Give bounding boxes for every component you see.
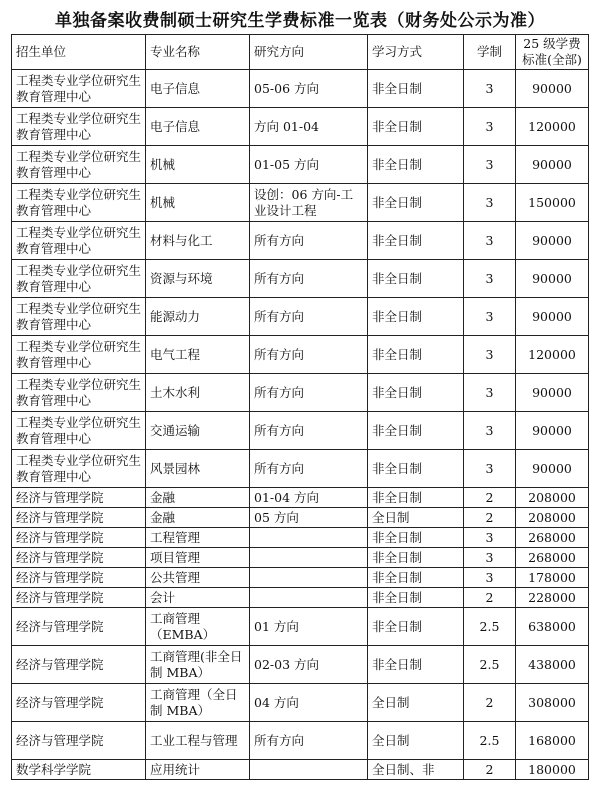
- cell-mode: 非全日制: [368, 588, 464, 608]
- header-major: 专业名称: [146, 35, 250, 70]
- cell-fee: 90000: [516, 412, 589, 450]
- cell-years: 3: [464, 548, 516, 568]
- cell-mode: 非全日制: [368, 260, 464, 298]
- cell-unit: 工程类专业学位研究生教育管理中心: [12, 146, 146, 184]
- cell-unit: 经济与管理学院: [12, 568, 146, 588]
- cell-years: 3: [464, 374, 516, 412]
- cell-mode: 非全日制: [368, 146, 464, 184]
- cell-years: 3: [464, 336, 516, 374]
- cell-direction: [250, 528, 368, 548]
- cell-mode: 非全日制: [368, 298, 464, 336]
- cell-major: 工商管理(非全日制 MBA）: [146, 646, 250, 684]
- cell-direction: 所有方向: [250, 298, 368, 336]
- table-row: [12, 146, 589, 184]
- cell-unit: 工程类专业学位研究生教育管理中心: [12, 412, 146, 450]
- cell-mode: 非全日制: [368, 222, 464, 260]
- cell-major: 工商管理（全日制 MBA）: [146, 684, 250, 722]
- table-row: [12, 646, 589, 684]
- cell-fee: 268000: [516, 548, 589, 568]
- cell-direction: 设创：06 方向-工业设计工程: [250, 184, 368, 222]
- cell-major: 电气工程: [146, 336, 250, 374]
- cell-fee: 208000: [516, 508, 589, 528]
- cell-unit: 工程类专业学位研究生教育管理中心: [12, 260, 146, 298]
- cell-mode: 非全日制: [368, 608, 464, 646]
- table-row: [12, 528, 589, 548]
- cell-unit: 经济与管理学院: [12, 548, 146, 568]
- table-row: [12, 722, 589, 760]
- fee-table: [11, 34, 589, 780]
- cell-direction: 01 方向: [250, 608, 368, 646]
- table-row: [12, 374, 589, 412]
- cell-unit: 经济与管理学院: [12, 608, 146, 646]
- cell-fee: 438000: [516, 646, 589, 684]
- cell-fee: 90000: [516, 450, 589, 488]
- cell-unit: 工程类专业学位研究生教育管理中心: [12, 450, 146, 488]
- cell-unit: 经济与管理学院: [12, 722, 146, 760]
- cell-years: 2: [464, 588, 516, 608]
- cell-years: 3: [464, 298, 516, 336]
- header-unit: 招生单位: [12, 35, 146, 70]
- cell-years: 3: [464, 260, 516, 298]
- cell-fee: 90000: [516, 70, 589, 108]
- cell-direction: 所有方向: [250, 450, 368, 488]
- cell-mode: 全日制: [368, 684, 464, 722]
- cell-mode: 非全日制: [368, 488, 464, 508]
- cell-unit: 工程类专业学位研究生教育管理中心: [12, 336, 146, 374]
- cell-direction: 05 方向: [250, 508, 368, 528]
- cell-mode: 非全日制: [368, 412, 464, 450]
- table-row: [12, 450, 589, 488]
- table-row: [12, 260, 589, 298]
- cell-unit: 工程类专业学位研究生教育管理中心: [12, 70, 146, 108]
- cell-unit: 工程类专业学位研究生教育管理中心: [12, 108, 146, 146]
- cell-major: 项目管理: [146, 548, 250, 568]
- table-row: [12, 488, 589, 508]
- cell-years: 2: [464, 760, 516, 780]
- cell-major: 资源与环境: [146, 260, 250, 298]
- cell-fee: 308000: [516, 684, 589, 722]
- cell-fee: 90000: [516, 222, 589, 260]
- header-fee-line1: 25 级学费: [523, 36, 581, 51]
- cell-years: 3: [464, 70, 516, 108]
- cell-mode: 全日制: [368, 508, 464, 528]
- cell-direction: 02-03 方向: [250, 646, 368, 684]
- table-row: [12, 548, 589, 568]
- table-row: [12, 70, 589, 108]
- cell-fee: 150000: [516, 184, 589, 222]
- cell-years: 2.5: [464, 646, 516, 684]
- cell-direction: 所有方向: [250, 336, 368, 374]
- table-row: [12, 588, 589, 608]
- cell-unit: 工程类专业学位研究生教育管理中心: [12, 374, 146, 412]
- cell-years: 2.5: [464, 722, 516, 760]
- cell-fee: 90000: [516, 146, 589, 184]
- cell-major: 能源动力: [146, 298, 250, 336]
- cell-years: 2: [464, 508, 516, 528]
- cell-direction: [250, 588, 368, 608]
- cell-unit: 经济与管理学院: [12, 528, 146, 548]
- cell-major: 风景园林: [146, 450, 250, 488]
- table-row: [12, 568, 589, 588]
- cell-years: 3: [464, 184, 516, 222]
- cell-major: 工程管理: [146, 528, 250, 548]
- cell-major: 工商管理（EMBA）: [146, 608, 250, 646]
- cell-unit: 工程类专业学位研究生教育管理中心: [12, 222, 146, 260]
- table-row: [12, 184, 589, 222]
- cell-fee: 178000: [516, 568, 589, 588]
- cell-major: 材料与化工: [146, 222, 250, 260]
- cell-direction: 所有方向: [250, 374, 368, 412]
- cell-mode: 非全日制: [368, 646, 464, 684]
- cell-direction: 01-05 方向: [250, 146, 368, 184]
- cell-fee: 90000: [516, 374, 589, 412]
- cell-unit: 经济与管理学院: [12, 588, 146, 608]
- cell-years: 2.5: [464, 608, 516, 646]
- table-row: [12, 412, 589, 450]
- cell-direction: 01-04 方向: [250, 488, 368, 508]
- cell-years: 3: [464, 108, 516, 146]
- header-fee-line2: 标准(全部): [522, 52, 582, 67]
- cell-fee: 168000: [516, 722, 589, 760]
- cell-mode: 非全日制: [368, 70, 464, 108]
- table-row: [12, 222, 589, 260]
- cell-direction: 方向 01-04: [250, 108, 368, 146]
- cell-direction: 所有方向: [250, 222, 368, 260]
- cell-years: 2: [464, 488, 516, 508]
- cell-major: 机械: [146, 146, 250, 184]
- header-years: 学制: [464, 35, 516, 70]
- cell-mode: 非全日制: [368, 108, 464, 146]
- table-row: [12, 684, 589, 722]
- cell-unit: 经济与管理学院: [12, 488, 146, 508]
- cell-mode: 全日制: [368, 722, 464, 760]
- cell-mode: 非全日制: [368, 374, 464, 412]
- cell-fee: 208000: [516, 488, 589, 508]
- cell-mode: 非全日制: [368, 184, 464, 222]
- table-row: [12, 336, 589, 374]
- cell-years: 3: [464, 450, 516, 488]
- cell-direction: 04 方向: [250, 684, 368, 722]
- cell-unit: 工程类专业学位研究生教育管理中心: [12, 184, 146, 222]
- cell-fee: 268000: [516, 528, 589, 548]
- cell-direction: [250, 760, 368, 780]
- cell-unit: 数学科学学院: [12, 760, 146, 780]
- cell-fee: 90000: [516, 298, 589, 336]
- cell-fee: 120000: [516, 336, 589, 374]
- cell-fee: 638000: [516, 608, 589, 646]
- cell-major: 会计: [146, 588, 250, 608]
- table-row: [12, 508, 589, 528]
- header-direction: 研究方向: [250, 35, 368, 70]
- cell-mode: 非全日制: [368, 548, 464, 568]
- cell-direction: 所有方向: [250, 412, 368, 450]
- cell-years: 3: [464, 146, 516, 184]
- cell-unit: 经济与管理学院: [12, 508, 146, 528]
- cell-years: 2: [464, 684, 516, 722]
- cell-unit: 经济与管理学院: [12, 684, 146, 722]
- cell-major: 机械: [146, 184, 250, 222]
- cell-fee: 120000: [516, 108, 589, 146]
- table-row: [12, 608, 589, 646]
- cell-direction: 所有方向: [250, 260, 368, 298]
- cell-direction: 05-06 方向: [250, 70, 368, 108]
- cell-unit: 工程类专业学位研究生教育管理中心: [12, 298, 146, 336]
- cell-direction: [250, 548, 368, 568]
- header-fee: [516, 35, 589, 70]
- cell-mode: 全日制、非: [368, 760, 464, 780]
- cell-fee: 180000: [516, 760, 589, 780]
- cell-years: 3: [464, 222, 516, 260]
- table-body: [12, 70, 589, 780]
- table-row: [12, 760, 589, 780]
- cell-major: 公共管理: [146, 568, 250, 588]
- cell-major: 应用统计: [146, 760, 250, 780]
- cell-major: 电子信息: [146, 70, 250, 108]
- cell-major: 交通运输: [146, 412, 250, 450]
- cell-major: 金融: [146, 488, 250, 508]
- cell-years: 3: [464, 528, 516, 548]
- cell-mode: 非全日制: [368, 528, 464, 548]
- table-row: [12, 298, 589, 336]
- cell-mode: 非全日制: [368, 450, 464, 488]
- cell-years: 3: [464, 568, 516, 588]
- cell-major: 金融: [146, 508, 250, 528]
- cell-years: 3: [464, 412, 516, 450]
- cell-fee: 90000: [516, 260, 589, 298]
- cell-major: 工业工程与管理: [146, 722, 250, 760]
- cell-direction: [250, 568, 368, 588]
- cell-mode: 非全日制: [368, 568, 464, 588]
- table-row: [12, 108, 589, 146]
- cell-direction: 所有方向: [250, 722, 368, 760]
- cell-major: 土木水利: [146, 374, 250, 412]
- cell-mode: 非全日制: [368, 336, 464, 374]
- cell-major: 电子信息: [146, 108, 250, 146]
- cell-unit: 经济与管理学院: [12, 646, 146, 684]
- table-header-row: [12, 35, 589, 70]
- header-mode: 学习方式: [368, 35, 464, 70]
- page-title: 单独备案收费制硕士研究生学费标准一览表（财务处公示为准）: [55, 11, 545, 31]
- cell-fee: 228000: [516, 588, 589, 608]
